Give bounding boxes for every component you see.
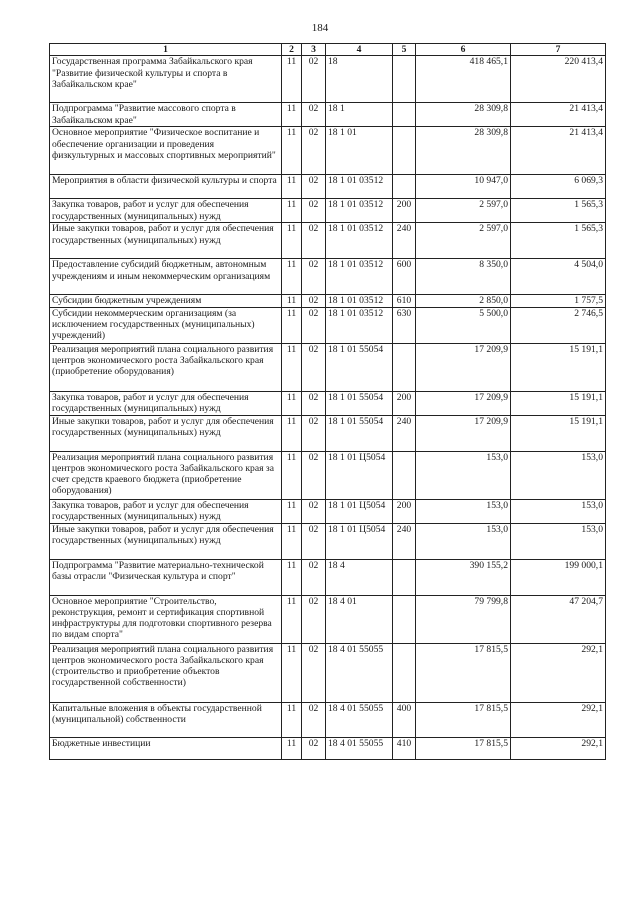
table-row bbox=[50, 643, 606, 702]
section-code: 11 bbox=[282, 199, 302, 223]
target-article-code: 18 4 bbox=[326, 559, 393, 595]
target-article-code: 18 4 01 55055 bbox=[326, 702, 393, 737]
expense-type-code: 200 bbox=[393, 499, 416, 523]
amount-col7: 1 565,3 bbox=[511, 223, 606, 259]
row-description: Реализация мероприятий плана социального развития центров экономического роста Забайкальского края за счет средств краевого бюджета (приобретение оборудования) bbox=[50, 451, 282, 499]
expense-type-code: 200 bbox=[393, 391, 416, 415]
target-article-code: 18 1 01 03512 bbox=[326, 295, 393, 307]
column-header: 1 bbox=[50, 44, 282, 56]
expense-type-code bbox=[393, 343, 416, 391]
expense-type-code: 400 bbox=[393, 702, 416, 737]
column-header: 2 bbox=[282, 44, 302, 56]
expense-type-code: 630 bbox=[393, 307, 416, 343]
subsection-code: 02 bbox=[302, 643, 326, 702]
table-row bbox=[50, 307, 606, 343]
subsection-code: 02 bbox=[302, 391, 326, 415]
expense-type-code: 240 bbox=[393, 523, 416, 559]
row-description: Реализация мероприятий плана социального развития центров экономического роста Забайкальского края (строительство и приобретение объектов государственной собственности) bbox=[50, 643, 282, 702]
target-article-code: 18 1 01 03512 bbox=[326, 175, 393, 199]
page-number: 184 bbox=[311, 22, 329, 34]
row-description: Субсидии некоммерческим организациям (за исключением государственных (муниципальных) учреждений) bbox=[50, 307, 282, 343]
row-description: Закупка товаров, работ и услуг для обеспечения государственных (муниципальных) нужд bbox=[50, 199, 282, 223]
column-header: 4 bbox=[326, 44, 393, 56]
amount-col6: 17 815,5 bbox=[416, 702, 511, 737]
amount-col6: 17 209,9 bbox=[416, 343, 511, 391]
table-row bbox=[50, 499, 606, 523]
subsection-code: 02 bbox=[302, 559, 326, 595]
section-code: 11 bbox=[282, 559, 302, 595]
target-article-code: 18 1 01 03512 bbox=[326, 307, 393, 343]
amount-col6: 8 350,0 bbox=[416, 259, 511, 295]
subsection-code: 02 bbox=[302, 451, 326, 499]
column-header: 3 bbox=[302, 44, 326, 56]
amount-col7: 153,0 bbox=[511, 523, 606, 559]
target-article-code: 18 1 bbox=[326, 103, 393, 127]
column-header: 6 bbox=[416, 44, 511, 56]
subsection-code: 02 bbox=[302, 415, 326, 451]
section-code: 11 bbox=[282, 343, 302, 391]
table-row bbox=[50, 223, 606, 259]
target-article-code: 18 4 01 55055 bbox=[326, 737, 393, 759]
target-article-code: 18 1 01 03512 bbox=[326, 223, 393, 259]
subsection-code: 02 bbox=[302, 223, 326, 259]
expense-type-code: 410 bbox=[393, 737, 416, 759]
expense-type-code: 240 bbox=[393, 415, 416, 451]
table-row bbox=[50, 451, 606, 499]
expense-type-code: 240 bbox=[393, 223, 416, 259]
amount-col6: 418 465,1 bbox=[416, 56, 511, 103]
budget-table bbox=[49, 43, 606, 760]
target-article-code: 18 1 01 Ц5054 bbox=[326, 499, 393, 523]
row-description: Субсидии бюджетным учреждениям bbox=[50, 295, 282, 307]
table-row bbox=[50, 175, 606, 199]
amount-col7: 199 000,1 bbox=[511, 559, 606, 595]
expense-type-code bbox=[393, 56, 416, 103]
expense-type-code bbox=[393, 103, 416, 127]
section-code: 11 bbox=[282, 391, 302, 415]
amount-col7: 21 413,4 bbox=[511, 127, 606, 175]
amount-col6: 153,0 bbox=[416, 523, 511, 559]
amount-col7: 15 191,1 bbox=[511, 391, 606, 415]
amount-col6: 79 799,8 bbox=[416, 595, 511, 643]
subsection-code: 02 bbox=[302, 56, 326, 103]
amount-col7: 6 069,3 bbox=[511, 175, 606, 199]
section-code: 11 bbox=[282, 223, 302, 259]
section-code: 11 bbox=[282, 127, 302, 175]
expense-type-code bbox=[393, 643, 416, 702]
amount-col7: 292,1 bbox=[511, 643, 606, 702]
row-description: Подпрограмма "Развитие массового спорта в Забайкальском крае" bbox=[50, 103, 282, 127]
table-row bbox=[50, 391, 606, 415]
amount-col7: 47 204,7 bbox=[511, 595, 606, 643]
amount-col6: 2 850,0 bbox=[416, 295, 511, 307]
subsection-code: 02 bbox=[302, 307, 326, 343]
amount-col7: 292,1 bbox=[511, 737, 606, 759]
expense-type-code bbox=[393, 127, 416, 175]
row-description: Предоставление субсидий бюджетным, автономным учреждениям и иным некоммерческим организациям bbox=[50, 259, 282, 295]
row-description: Бюджетные инвестиции bbox=[50, 737, 282, 759]
section-code: 11 bbox=[282, 595, 302, 643]
amount-col6: 2 597,0 bbox=[416, 223, 511, 259]
subsection-code: 02 bbox=[302, 175, 326, 199]
section-code: 11 bbox=[282, 737, 302, 759]
table-row bbox=[50, 737, 606, 759]
section-code: 11 bbox=[282, 307, 302, 343]
subsection-code: 02 bbox=[302, 259, 326, 295]
row-description: Подпрограмма "Развитие материально-технической базы отрасли "Физическая культура и спорт" bbox=[50, 559, 282, 595]
row-description: Основное мероприятие "Физическое воспитание и обеспечение организации и проведения физкультурных и массовых спортивных мероприятий" bbox=[50, 127, 282, 175]
row-description: Государственная программа Забайкальского края "Развитие физической культуры и спорта в Забайкальском крае" bbox=[50, 56, 282, 103]
amount-col6: 5 500,0 bbox=[416, 307, 511, 343]
amount-col7: 220 413,4 bbox=[511, 56, 606, 103]
amount-col7: 4 504,0 bbox=[511, 259, 606, 295]
expense-type-code bbox=[393, 451, 416, 499]
target-article-code: 18 1 01 Ц5054 bbox=[326, 523, 393, 559]
table-row bbox=[50, 127, 606, 175]
amount-col6: 28 309,8 bbox=[416, 103, 511, 127]
target-article-code: 18 1 01 bbox=[326, 127, 393, 175]
amount-col6: 153,0 bbox=[416, 451, 511, 499]
amount-col7: 21 413,4 bbox=[511, 103, 606, 127]
row-description: Иные закупки товаров, работ и услуг для обеспечения государственных (муниципальных) нужд bbox=[50, 415, 282, 451]
row-description: Иные закупки товаров, работ и услуг для обеспечения государственных (муниципальных) нужд bbox=[50, 523, 282, 559]
section-code: 11 bbox=[282, 175, 302, 199]
table-header-row bbox=[50, 44, 606, 56]
subsection-code: 02 bbox=[302, 199, 326, 223]
row-description: Закупка товаров, работ и услуг для обеспечения государственных (муниципальных) нужд bbox=[50, 499, 282, 523]
column-header: 5 bbox=[393, 44, 416, 56]
target-article-code: 18 1 01 55054 bbox=[326, 415, 393, 451]
row-description: Закупка товаров, работ и услуг для обеспечения государственных (муниципальных) нужд bbox=[50, 391, 282, 415]
table-row bbox=[50, 56, 606, 103]
section-code: 11 bbox=[282, 451, 302, 499]
amount-col7: 153,0 bbox=[511, 451, 606, 499]
target-article-code: 18 1 01 Ц5054 bbox=[326, 451, 393, 499]
section-code: 11 bbox=[282, 56, 302, 103]
table-row bbox=[50, 702, 606, 737]
expense-type-code bbox=[393, 559, 416, 595]
section-code: 11 bbox=[282, 103, 302, 127]
table-row bbox=[50, 343, 606, 391]
amount-col7: 15 191,1 bbox=[511, 343, 606, 391]
table-row bbox=[50, 199, 606, 223]
expense-type-code bbox=[393, 595, 416, 643]
expense-type-code: 200 bbox=[393, 199, 416, 223]
row-description: Иные закупки товаров, работ и услуг для обеспечения государственных (муниципальных) нужд bbox=[50, 223, 282, 259]
row-description: Реализация мероприятий плана социального развития центров экономического роста Забайкальского края (приобретение оборудования) bbox=[50, 343, 282, 391]
target-article-code: 18 1 01 03512 bbox=[326, 259, 393, 295]
amount-col6: 17 209,9 bbox=[416, 415, 511, 451]
target-article-code: 18 1 01 03512 bbox=[326, 199, 393, 223]
table-row bbox=[50, 523, 606, 559]
target-article-code: 18 bbox=[326, 56, 393, 103]
table-row bbox=[50, 595, 606, 643]
table-row bbox=[50, 295, 606, 307]
table-row bbox=[50, 103, 606, 127]
amount-col6: 17 815,5 bbox=[416, 737, 511, 759]
amount-col6: 390 155,2 bbox=[416, 559, 511, 595]
section-code: 11 bbox=[282, 499, 302, 523]
row-description: Основное мероприятие "Строительство, реконструкция, ремонт и сертификация спортивной инфраструктуры для подготовки спортивного резерва по видам спорта" bbox=[50, 595, 282, 643]
target-article-code: 18 1 01 55054 bbox=[326, 343, 393, 391]
amount-col6: 28 309,8 bbox=[416, 127, 511, 175]
subsection-code: 02 bbox=[302, 103, 326, 127]
expense-type-code: 600 bbox=[393, 259, 416, 295]
section-code: 11 bbox=[282, 415, 302, 451]
subsection-code: 02 bbox=[302, 737, 326, 759]
amount-col7: 2 746,5 bbox=[511, 307, 606, 343]
section-code: 11 bbox=[282, 259, 302, 295]
section-code: 11 bbox=[282, 295, 302, 307]
section-code: 11 bbox=[282, 523, 302, 559]
amount-col7: 292,1 bbox=[511, 702, 606, 737]
amount-col7: 153,0 bbox=[511, 499, 606, 523]
row-description: Мероприятия в области физической культуры и спорта bbox=[50, 175, 282, 199]
subsection-code: 02 bbox=[302, 127, 326, 175]
amount-col7: 15 191,1 bbox=[511, 415, 606, 451]
row-description: Капитальные вложения в объекты государственной (муниципальной) собственности bbox=[50, 702, 282, 737]
section-code: 11 bbox=[282, 643, 302, 702]
amount-col6: 153,0 bbox=[416, 499, 511, 523]
target-article-code: 18 1 01 55054 bbox=[326, 391, 393, 415]
expense-type-code bbox=[393, 175, 416, 199]
expense-type-code: 610 bbox=[393, 295, 416, 307]
target-article-code: 18 4 01 bbox=[326, 595, 393, 643]
table-row bbox=[50, 259, 606, 295]
subsection-code: 02 bbox=[302, 343, 326, 391]
subsection-code: 02 bbox=[302, 499, 326, 523]
amount-col6: 17 209,9 bbox=[416, 391, 511, 415]
subsection-code: 02 bbox=[302, 595, 326, 643]
subsection-code: 02 bbox=[302, 702, 326, 737]
amount-col7: 1 565,3 bbox=[511, 199, 606, 223]
table-row bbox=[50, 559, 606, 595]
subsection-code: 02 bbox=[302, 295, 326, 307]
column-header: 7 bbox=[511, 44, 606, 56]
amount-col6: 10 947,0 bbox=[416, 175, 511, 199]
amount-col6: 2 597,0 bbox=[416, 199, 511, 223]
target-article-code: 18 4 01 55055 bbox=[326, 643, 393, 702]
table-row bbox=[50, 415, 606, 451]
amount-col7: 1 757,5 bbox=[511, 295, 606, 307]
subsection-code: 02 bbox=[302, 523, 326, 559]
amount-col6: 17 815,5 bbox=[416, 643, 511, 702]
section-code: 11 bbox=[282, 702, 302, 737]
